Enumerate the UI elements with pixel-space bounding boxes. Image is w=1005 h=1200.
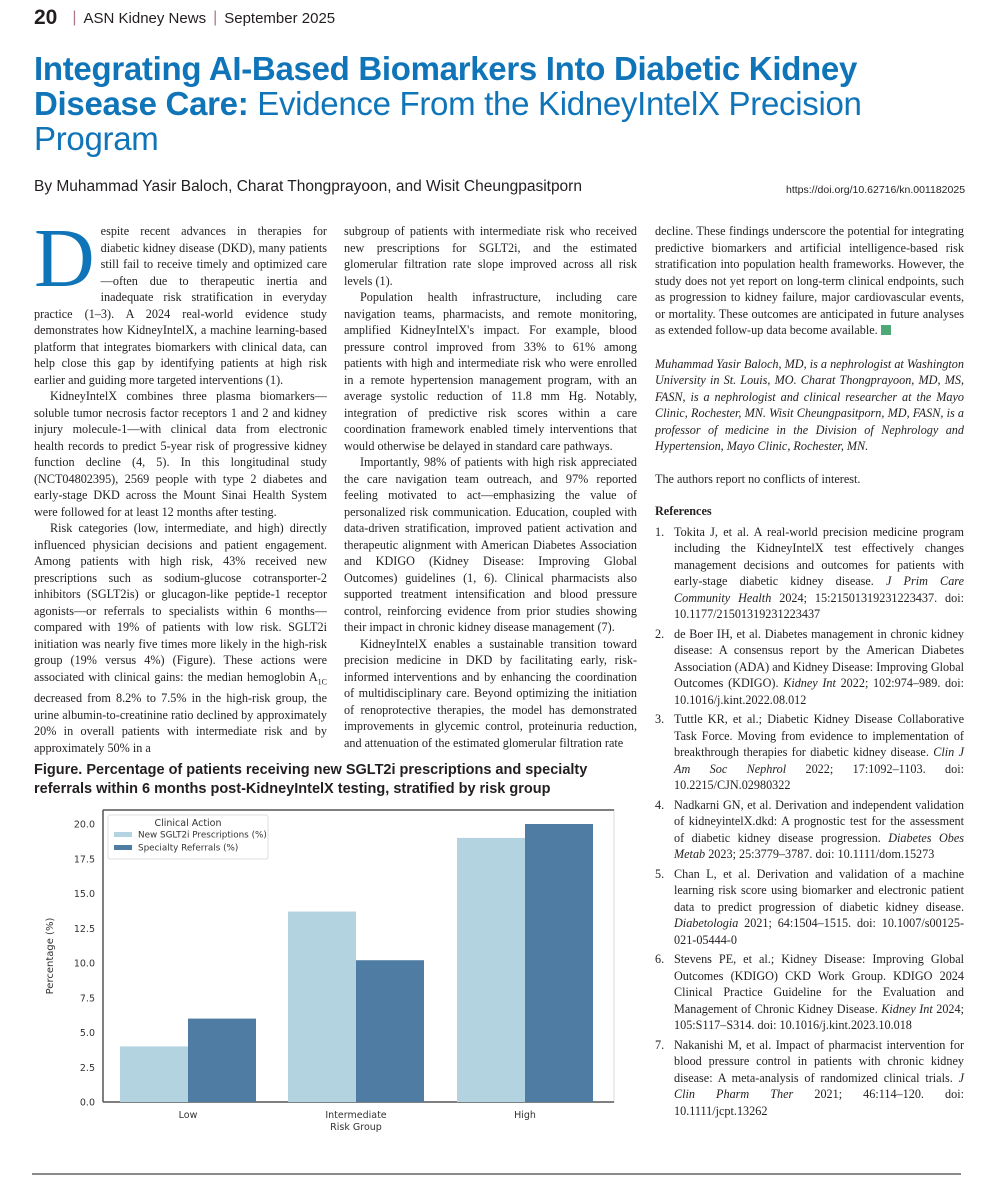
y-tick-label: 10.0 (73, 958, 95, 970)
reference-number: 2. (655, 626, 665, 641)
reference-number: 7. (655, 1037, 665, 1052)
page-number: 20 (34, 6, 58, 29)
paragraph: Population health infrastructure, including care navigation teams, pharmacists, and remote monitoring, amplified KidneyIntelX's impact. For example, blood pressure control improved from 33% to 61% among patients with high and intermediate risk who were enrolled in a remote hypertension management program, with an average systolic reduction of 11.8 mm Hg. Notably, integration of predictive risk scores within a care coordination framework enabled timely interventions that would otherwise be delayed in standard care pathways. (344, 290, 637, 453)
reference-number: 4. (655, 797, 665, 812)
reference-number: 3. (655, 712, 665, 726)
legend-swatch-icon (114, 832, 132, 837)
journal-name: Diabetes Obes Metab (674, 830, 964, 861)
header-divider: | (72, 9, 77, 26)
doi-link[interactable]: https://doi.org/10.62716/kn.001182025 (786, 184, 966, 196)
paragraph: Risk categories (low, intermediate, and high) directly influenced physician decisions and patient engagement. Among patients with high risk, 43% received new prescriptions such as sodium-glucose cotransporter-2 inhibitors (SGLT2is) or glucagon-like peptide-1 receptor agonists—or referrals to specialists within 6 months—compared with 19% of patients with low risk. SGLT2i initiation was nearly five times more likely in the high-risk group (19% versus 4%) (Figure). These actions were associated with clinical gains: the median hemoglobin $A_{1C}$ decreased from 8.2% to 7.5% in the high-risk group, the urine albumin-to-creatinine ratio declined by approximately 20% in overall patients with intermediate risk and by approximately 50% in a (34, 521, 327, 755)
journal-name: J Clin Pharm Ther (674, 1070, 964, 1101)
legend-entry: New SGLT2i Prescriptions (%) (138, 830, 267, 841)
reference-item: 3. Tuttle KR, et al.; Diabetic Kidney Disease Collaborative Task Force. Moving from evidence to implementation of breakthrough therapies for diabetic kidney disease. Clin J Am Soc Nephrol 2022; 17:1092–1103. doi: 10.2215/CJN.02980322 (655, 712, 965, 792)
publication-name: ASN Kidney News (83, 9, 207, 27)
figure-caption: Figure. Percentage of patients receiving new SGLT2i prescriptions and specialty referrals within 6 months post-KidneyIntelX testing, stratified by risk group (34, 762, 588, 797)
x-tick-label: Low (178, 1110, 198, 1121)
legend-entry: Specialty Referrals (%) (138, 843, 239, 854)
reference-item: 6. Stevens PE, et al.; Kidney Disease: Improving Global Outcomes (KDIGO) CKD Work Group. KDIGO 2024 Clinical Practice Guideline for the Evaluation and Management of Chronic Kidney Disease. Kidney Int 2024; 105:S117–S314. doi: 10.1016/j.kint.2023.10.018 (655, 952, 964, 1032)
bar-chart (30, 800, 650, 1145)
paragraph: decline. These findings underscore the potential for integrating predictive biomarkers and artificial intelligence-based risk stratification into population health frameworks. However, the study does not yet report on long-term clinical endpoints, such as progression to kidney failure, major cardiovascular events, or mortality. These outcomes are anticipated in future analyses as extended follow-up data become available. (655, 224, 964, 337)
y-axis-label: Percentage (%) (45, 917, 56, 995)
reference-item: 5. Chan L, et al. Derivation and validation of a machine learning risk score using biomarker and electronic patient data to predict progression of diabetic kidney disease. Diabetologia 2021; 64:1504–1515. doi: 10.1007/s00125-021-05444-0 (655, 866, 964, 947)
title-bold-part: Integrating AI-Based Biomarkers Into Diabetic Kidney Disease Care: (34, 50, 858, 122)
reference-item: 4. Nadkarni GN, et al. Derivation and independent validation of kidneyintelX.dkd: A prognostic test for the assessment of diabetic kidney disease progression. Diabetes Obes Metab 2023; 25:3779–3787. doi: 10.1111/dom.15273 (655, 797, 964, 861)
x-axis-label: Risk Group (330, 1122, 382, 1133)
column-1 (34, 212, 327, 756)
references-heading: References (655, 504, 712, 518)
y-tick-label: 12.5 (73, 923, 95, 935)
y-tick-label: 5.0 (79, 1028, 95, 1039)
paragraph: subgroup of patients with intermediate risk who received new prescriptions for SGLT2i, and the estimated glomerular filtration rate slope improved across all risk levels (1). (344, 224, 637, 288)
end-of-article-mark-icon (881, 325, 891, 335)
reference-item: 7. Nakanishi M, et al. Impact of pharmacist intervention for blood pressure control in patients with chronic kidney disease: A meta-analysis of randomized clinical trials. J Clin Pharm Ther 2021; 46:114–120. doi: 10.1111/jcpt.13262 (655, 1037, 964, 1118)
y-tick-label: 15.0 (73, 889, 95, 900)
journal-name: J Prim Care Community Health (674, 574, 964, 605)
x-tick-label: High (514, 1110, 536, 1121)
bar-low-referrals (188, 1019, 256, 1102)
drop-cap: D (34, 212, 95, 305)
reference-item: 2. de Boer IH, et al. Diabetes management in chronic kidney disease: A consensus report by the American Diabetes Association (ADA) and Kidney Disease: Improving Global Outcomes (KDIGO). Kidney Int 2022; 102:974–989. doi: 10.1016/j.kint.2022.08.012 (655, 626, 965, 707)
paragraph: Despite recent advances in therapies for diabetic kidney disease (DKD), many patients still fail to receive timely and optimized care—often due to therapeutic inertia and inadequate risk stratification in everyday practice (1–3). A 2024 real-world evidence study demonstrates how KidneyIntelX, a machine learning-based platform that integrates biomarkers with clinical data, can help close this gap by identifying patients at high risk earlier and guiding more targeted interventions (1). (34, 212, 327, 387)
reference-number: 5. (655, 866, 665, 881)
article-title (34, 51, 974, 156)
running-header (34, 6, 335, 30)
legend-title: Clinical Action (154, 818, 222, 829)
paragraph: KidneyIntelX enables a sustainable transition toward precision medicine in DKD by facilitating early, risk-informed interventions and by enhancing the coordination of multidisciplinary care. Beyond optimizing the initiation of renoprotective therapies, the model has demonstrated improvements in glycemic control, proteinuria reduction, and attenuation of the estimated glomerular filtration rate (344, 636, 637, 750)
journal-name: Diabetologia (674, 916, 739, 930)
byline: By Muhammad Yasir Baloch, Charat Thongprayoon, and Wisit Cheungpasitporn (34, 178, 582, 195)
conflict-statement: The authors report no conflicts of interest. (655, 471, 861, 486)
bar-high-referrals (525, 824, 593, 1102)
reference-number: 1. (655, 524, 665, 539)
bar-intermediate-referrals (356, 960, 424, 1102)
y-tick-label: 0.0 (79, 1097, 95, 1109)
y-tick-label: 17.5 (73, 854, 95, 866)
x-tick-label: Intermediate (325, 1110, 387, 1121)
column-2 (344, 223, 637, 751)
journal-name: Kidney Int (881, 1001, 933, 1016)
paragraph: KidneyIntelX combines three plasma biomarkers—soluble tumor necrosis factor receptors 1 and 2 and kidney injury molecule-1—with clinical data from electronic health records to predict 5-year risk of progressive kidney function decline (4, 5). In this longitudinal study (NCT04802395), 2569 people with type 2 diabetes and early-stage DKD across the Mount Sinai Health System were followed for at least 12 months after testing. (34, 389, 327, 519)
paragraph: Importantly, 98% of patients with high risk appreciated the care navigation team outreach, and 97% reported feeling motivated to act—emphasizing the value of personalized risk communication. Education, coupled with data-driven stratification, improved patient activation and therapeutic alignment with American Diabetes Association and KDIGO (Kidney Disease: Improving Global Outcomes) guidelines (1, 6). Clinical pharmacists also supported treatment intensification and blood pressure control, reinforcing evidence from prior studies showing their impact in chronic kidney disease management (7). (344, 455, 637, 634)
bar-high-sglt2i (457, 838, 525, 1102)
bar-intermediate-sglt2i (288, 912, 356, 1102)
y-tick-label: 20.0 (73, 819, 95, 831)
author-bio: Muhammad Yasir Baloch, MD, is a nephrologist at Washington University in St. Louis, MO. Charat Thongprayoon, MD, MS, FASN, is a nephrologist and clinical researcher at the Mayo Clinic, Rochester, MN. Wisit Cheungpasitporn, MD, FASN, is a professor of medicine in the Division of Nephrology and Hypertension, Mayo Clinic, Rochester, MN. (655, 356, 964, 453)
bar-low-sglt2i (120, 1046, 188, 1102)
footer-rule (32, 1173, 961, 1175)
header-divider: | (213, 9, 218, 26)
references-list (655, 524, 964, 1120)
column-3 (655, 223, 964, 1122)
journal-name: Clin J Am Soc Nephrol (674, 745, 965, 776)
journal-name: Kidney Int (783, 676, 836, 690)
reference-item: 1. Tokita J, et al. A real-world precision medicine program including the KidneyIntelX test effectively changes management decisions and outcomes for patients with early-stage diabetic kidney disease. J Prim Care Community Health 2024; 15:21501319231223437. doi: 10.1177/21501319231223437 (655, 524, 964, 621)
y-tick-label: 2.5 (79, 1062, 95, 1074)
reference-number: 6. (655, 952, 665, 966)
title-regular-part: Evidence From the KidneyIntelX Precision Program (34, 85, 862, 157)
legend-swatch-icon (114, 845, 132, 850)
y-tick-label: 7.5 (79, 993, 95, 1005)
issue-date: September 2025 (224, 9, 336, 27)
